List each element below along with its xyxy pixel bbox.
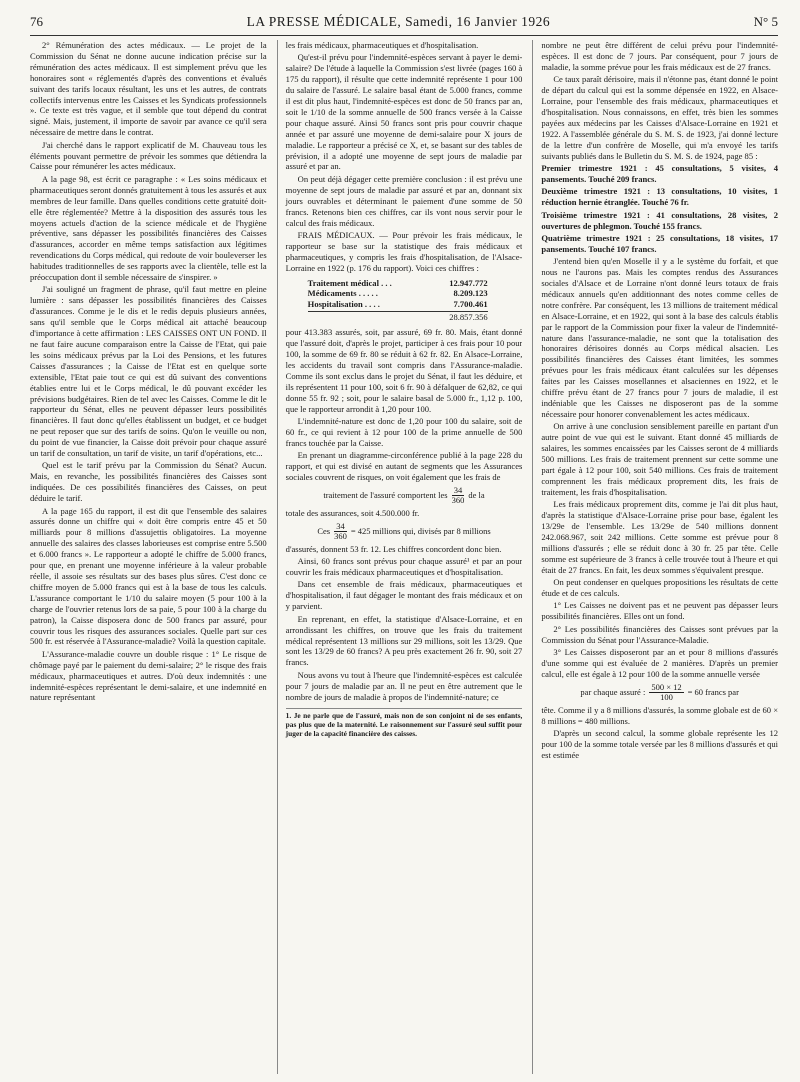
paragraph: tête. Comme il y a 8 millions d'assurés, la somme globale est de 60 × 8 millions = 480 millions. (541, 704, 779, 726)
paragraph: L'Assurance-maladie couvre un double risque : 1° Le risque de chômage payé par le paiement du demi-salaire; 2° le risque des frais médicaux, pharmaceutiques et autres. D'où deux indemnités : une indemnité-espèces représentant le demi-salaire, et une indemnité en nature représentant (30, 648, 267, 703)
fraction (452, 486, 465, 505)
numerator: 34 (336, 520, 345, 531)
table-row (308, 278, 488, 289)
paragraph: Qu'est-il prévu pour l'indemnité-espèces servant à payer le demi-salaire? De l'étude à laquelle la Commission s'est livrée (pages 160 à 175 du rapport), il résulte que cette indemnité représente 1 pour 100 du salaire de l'assuré. Le salaire basal étant de 5.000 francs, comme il est dit plus haut, l'indemnité-espèces est donc de 50 francs par an, soit le 1/10 de la somme annuelle de 500 francs versée à la Caisse pour chaque assuré. Ainsi 50 francs sont pris pour couvrir chaque année et par assuré une moyenne de demi-salaire pour X jours de maladie. Le rapporteur a précisé ce X, et, se basant sur des tables de prévision, il a adopté une moyenne de sept jours de maladie par assuré et par an. (285, 52, 523, 172)
fraction-formula (286, 522, 523, 541)
numerator: 34 (453, 484, 463, 495)
expense-table (308, 278, 488, 324)
paragraph: J'entend bien qu'en Moselle il y a le système du forfait, et que nous ne l'aurons pas. Mais les comptes rendus des Assurances sociales d'Alsace et de Lorraine n'ont donné leurs totaux de frais médicaux annuels qu'en additionnant des notes comme celles de notre confrère. Par conséquent, les 13 millions de traitement médical en Alsace-Lorraine, et en 1922, qui sont à la base des calculs établis par le rapport de la Commission pour fixer la valeur de l'indemnité-nature dans l'assurance-maladie, ne sont que la totalisation des honoraires dérisoires donnés au Corps médical alsacien. Les possibilités financières des Caisses étant limitées, les sommes prévues pour les frais médicaux étant calculées sur les dépenses faites par les Caisses mosellannes et alsaciennes en 1922, et le chiffre prévu étant de 27 francs pour 7 jours de maladie, il est indéniable que les Caisses ne disposeront pas de la somme nécessaire pour honorer convenablement les actes médicaux. (541, 256, 779, 419)
paragraph: Ce taux paraît dérisoire, mais il n'étonne pas, étant donné le point de départ du calcul qui est la somme dépensée en 1922, en Alsace-Lorraine, pour l'ensemble des frais médicaux, pharmaceutiques et d'hospitalisation. Nous connaissons, en effet, très bien les sommes payées aux médecins par les Caisses d'Alsace-Lorraine en 1921 et 1922. A l'assemblée générale du S. M. S. de 1923, j'ai donné lecture de la lettre d'un confrère de Moselle, qui m'a envoyé les tarifs suivants publiés dans le Bulletin du S. M. S. de 1924, page 85 : (541, 74, 779, 161)
formula-text: Ces (317, 525, 331, 536)
formula-text: = 425 millions qui, divisés par 8 millions (350, 525, 491, 536)
masthead-title: LA PRESSE MÉDICALE, Samedi, 16 Janvier 1926 (246, 14, 551, 29)
paragraph: Nous avons vu tout à l'heure que l'indemnité-espèces est calculée pour 7 jours de maladie par an. Il ne peut en être autrement que le nombre de jours de maladie à propos de l'indemnité-nature; ce (285, 669, 523, 702)
article-columns (30, 40, 778, 1074)
issue-number: N° 5 (753, 14, 778, 29)
paragraph: L'indemnité-nature est donc de 1,20 pour 100 du salaire, soit de 60 fr., ce qui revient à 12 pour 100 de la prime annuelle de 500 francs touchée par la Caisse. (285, 415, 523, 448)
denominator: 100 (660, 691, 673, 702)
paragraph: On peut condenser en quelques propositions les résultats de cette étude et de ces calculs. (541, 577, 779, 598)
page-header (30, 14, 778, 34)
paragraph: FRAIS MÉDICAUX. — Pour prévoir les frais médicaux, le rapporteur se base sur la statistique des frais médicaux et pharmaceutiques, y compris les frais d'hospitalisation, de l'Alsace-Lorraine en 1922 (p. 176 du rapport). Voici ces chiffres : (285, 229, 523, 273)
paragraph: pour 413.383 assurés, soit, par assuré, 69 fr. 80. Mais, étant donné que l'assuré doit, d'après le projet, participer à ces frais pour 10 pour 100, la somme de 69 fr. 80 se réduit à 62 fr. 82. En Alsace-Lorraine, les accidents du travail sont compris dans l'Assurance-maladie. Comme ils sont exclus dans le projet du Sénat, il faut les déduire, et ils représentent 11 pour 100, soit 6 fr. 90 à défalquer de 62,82, ce qui donne 55 fr. 92 ; soit, pour le salaire basal de 5.000 fr., 1,12 p. 100, que le rapporteur arrondit à 1,20 pour 100. (285, 327, 523, 414)
paragraph: Dans cet ensemble de frais médicaux, pharmaceutiques et d'hospitalisation, il faut dégager le montant des frais médicaux et on y parvient. (285, 579, 523, 612)
fraction-formula (541, 683, 778, 702)
row-label: Médicaments . . . . . (307, 288, 378, 299)
paragraph: Quel est le tarif prévu par la Commission du Sénat? Aucun. Mais, en revanche, les possibilités financières des Caisses sont indiquées. De ces possibilités financières des Caisses, on peut déduire le tarif. (30, 460, 267, 504)
quarter-entry: Troisième trimestre 1921 : 41 consultations, 28 visites, 2 ouvertures de phlegmon. Touché 155 francs. (541, 209, 779, 231)
row-value: 8.209.123 (453, 288, 488, 299)
formula-text: traitement de l'assuré comportent les (323, 489, 448, 500)
fraction (649, 683, 683, 702)
paragraph: 1° Les Caisses ne doivent pas et ne peuvent pas dépasser leurs possibilités financières. Elles ont un fond. (541, 600, 779, 622)
page-number: 76 (30, 14, 43, 29)
denominator: 360 (334, 530, 347, 541)
paragraph: 2° Les possibilités financières des Caisses sont prévues par la Commission du Sénat pour l'Assurance-Maladie. (541, 623, 779, 645)
header-rule (30, 35, 778, 36)
formula-text: = 60 francs par (687, 686, 739, 697)
formula-text: de la (468, 489, 485, 500)
paragraph: A la page 165 du rapport, il est dit que l'ensemble des salaires assurés donne un chiffre qui « doit être compris entre 45 et 50 milliards pour 8 millions d'assujettis obligatoires. La moyenne annuelle des salaires des classes laborieuses est comprise entre 5.500 et 6.000 francs ». Le rapporteur a adopté le chiffre de 5.000 francs, pour que, en prenant une moyenne inférieure à la valeur probable réelle, il assoie ses résultats sur des bases plus sûres. C'est donc ce chiffre moyen de 5.000 francs qui est à la base de tous les calculs. L'assurance comportant le 1/10 du salaire moyen (5 pour 100 à la charge de l'ouvrier retenus lors de sa paie, 5 pour 100 à la charge du patron), la Caisse disposera donc de 500 francs par assuré, pour couvrir tous les risques des assurances sociales. Quelle part sur ces 500 fr. est réservée à l'Assurance-maladie? Voilà la question capitale. (30, 505, 267, 647)
quarter-entry: Deuxième trimestre 1921 : 13 consultations, 10 visites, 1 réduction hernie étranglée. Touché 76 fr. (541, 186, 779, 208)
column-3 (532, 40, 778, 1074)
row-value: 12.947.772 (449, 277, 488, 288)
paragraph: On peut déjà dégager cette première conclusion : il est prévu une moyenne de sept jours de maladie par assuré et par an, donnant six jours ouvrables et déterminant le paiement d'une somme de 50 francs. Retenons bien ces chiffres, car ils vont nous servir pour le calcul des frais médicaux. (285, 173, 523, 228)
footnote: 1. Je ne parle que de l'assuré, mais non de son conjoint ni de ses enfants, pas plus que de la maternité. Le raisonnement sur l'assuré seul suffit pour juger de la capacité financière des caisses. (286, 708, 523, 738)
table-row (308, 299, 488, 310)
quarter-entry: Premier trimestre 1921 : 45 consultations, 5 visites, 4 pansements. Touché 209 francs. (541, 162, 779, 184)
quarter-entry: Quatrième trimestre 1921 : 25 consultations, 18 visites, 17 pansements. Touché 107 francs. (541, 232, 779, 254)
paragraph: J'ai cherché dans le rapport explicatif de M. Chauveau tous les éléments pouvant permettre de prévoir les sommes que détiendra la Caisse pour rémunérer les actes médicaux. (30, 139, 267, 172)
paragraph: En prenant un diagramme-circonférence publié à la page 228 du rapport, et qui est divisé en autant de segments que les Assurances sociales couvrent de risques, on voit également que les frais de (285, 450, 523, 482)
paragraph: A la page 98, est écrit ce paragraphe : « Les soins médicaux et pharmaceutiques seront donnés gratuitement à tous les assurés et aux membres de leur famille. Dans quelles conditions cette gratuité doit-elle être réglementée? Mettre à la disposition des assurés tous les moyens actuels d'action de la science médicale et de l'hygiène préventive, sans dépasser les possibilités financières des Caisses d'assurances, accorder en même temps satisfaction aux légitimes revendications du Corps médical, qui redoute de voir bouleverser les habitudes traditionnelles de ses rapports avec la clientèle, telle est la préoccupation dont il semble nécessaire de s'inspirer. » (30, 173, 267, 283)
paragraph: J'ai souligné un fragment de phrase, qu'il faut mettre en pleine lumière : sans dépasser les possibilités financières des Caisses d'assurances. Comme je le dis et le redis depuis plusieurs années, sans qu'il semble que le Corps médical ait attaché beaucoup d'importance à cette affirmation : LES CAISSES ONT UN FOND. Il ne faut faire aucune comparaison entre la Caisse de l'Etat, qui paie les soins médicaux prévus par la Loi des Pensions, et les futures Caisses d'assurances ; la Caisse de l'Etat est en quelque sorte extensible, l'Etat paie tout ce qui est dû suivant des conventions établies entre lui et le Corps médical, le dû pouvant excéder les prévisions budgétaires. Rien de tel avec les Caisses. Comme le dit le rapporteur du Sénat, elles ne peuvent dépasser leurs possibilités financières. Il faut donc qu'elles établissent un budget, et ce budget ne peut reposer que sur des tarifs de soins. Qu'on le veuille ou non, du point de vue financier, la Caisse doit prévoir pour chaque assuré un tarif de consultation, un tarif de visite, un tarif d'opérations, etc... (30, 284, 267, 459)
paragraph: totale des assurances, soit 4.500.000 fr. (285, 507, 420, 518)
column-2 (277, 40, 523, 1074)
paragraph: D'après un second calcul, la somme globale représente les 12 pour 100 de la somme totale versée par les 8 millions d'assurés et qui est estimée (541, 727, 779, 760)
denominator: 360 (451, 494, 465, 505)
row-value: 7.700.461 (453, 299, 488, 310)
paragraph: 3° Les Caisses disposeront par an et pour 8 millions d'assurés d'une somme qui est évaluée de 2 manières. D'après un premier calcul, elle est égale à 12 pour 100 de la somme annuelle versée (541, 646, 779, 679)
fraction (334, 522, 347, 541)
row-label: Hospitalisation . . . . (307, 299, 380, 310)
numerator: 500 × 12 (651, 681, 682, 692)
paragraph: nombre ne peut être différent de celui prévu pour l'indemnité-espèces. Il est donc de 7 jours. Par conséquent, pour 7 jours de maladie, la somme prévue pour les frais médicaux est de 27 francs. (541, 40, 779, 72)
paragraph: En reprenant, en effet, la statistique d'Alsace-Lorraine, et en arrondissant les chiffres, on trouve que les frais du traitement médical représentent 13 millions sur 29 millions, soit les 13/29. Que sont les 13/29 de 60 francs? A peu près exactement 26 fr. 90, soit 27 francs. (285, 613, 523, 668)
paragraph: Ainsi, 60 francs sont prévus pour chaque assuré¹ et par an pour couvrir les frais médicaux pharmaceutiques et d'hospitalisation. (285, 556, 523, 578)
table-row (308, 288, 488, 299)
row-label: Traitement médical . . . (307, 277, 392, 288)
fraction-formula (286, 486, 523, 505)
paragraph: les frais médicaux, pharmaceutiques et d'hospitalisation. (285, 40, 479, 50)
table-total: 28.857.356 (308, 311, 488, 323)
formula-text: par chaque assuré : (580, 686, 646, 697)
column-1 (30, 40, 267, 1074)
paragraph: d'assurés, donnent 53 fr. 12. Les chiffres concordent donc bien. (285, 543, 502, 554)
paragraph: Les frais médicaux proprement dits, comme je l'ai dit plus haut, d'après la statistique d'Alsace-Lorraine prise pour base, égalent les 13/29e de l'ensemble. Les 13/29e de 540 millions donnent 242.068.967, soit 242 millions. Cette somme est prévue pour 8 millions d'assurés ; elle se réduit donc à 30 fr. 25 par tête. Celle somme est supérieure de 3 francs à celle trouvée tout à l'heure et qui était de 27 francs. En fait, les deux sommes s'équivalent presque. (541, 499, 779, 575)
paragraph: 2° Rémunération des actes médicaux. — Le projet de la Commission du Sénat ne donne aucune indication précise sur la rémunération des actes médicaux. Il est simplement prévu que les honoraires sont « réglementés d'après des conventions et évalués suivant des tarifs locaux résultant, les uns et les autres, de contrats collectifs intervenus entre les Caisses et les Syndicats professionnels ». Ce texte est très vague, et il semble que tout dépend du contrat signé. Mais, justement, il importe de savoir par avance ce qu'il sera nécessaire de mettre dans le contrat. (30, 40, 267, 138)
paragraph: On arrive à une conclusion sensiblement pareille en partant d'un autre point de vue qui est le suivant. Etant donné 45 milliards de salaires, les sommes encaissées par les Caisses seront de 4 milliards 500 millions. Les frais de traitement prennent sur cette somme une part égale à 12 pour 100, soit 540 millions. Ces frais de traitement comprennent les frais médicaux proprement dits, les frais de traitement, les frais d'hospitalisation. (541, 421, 779, 497)
